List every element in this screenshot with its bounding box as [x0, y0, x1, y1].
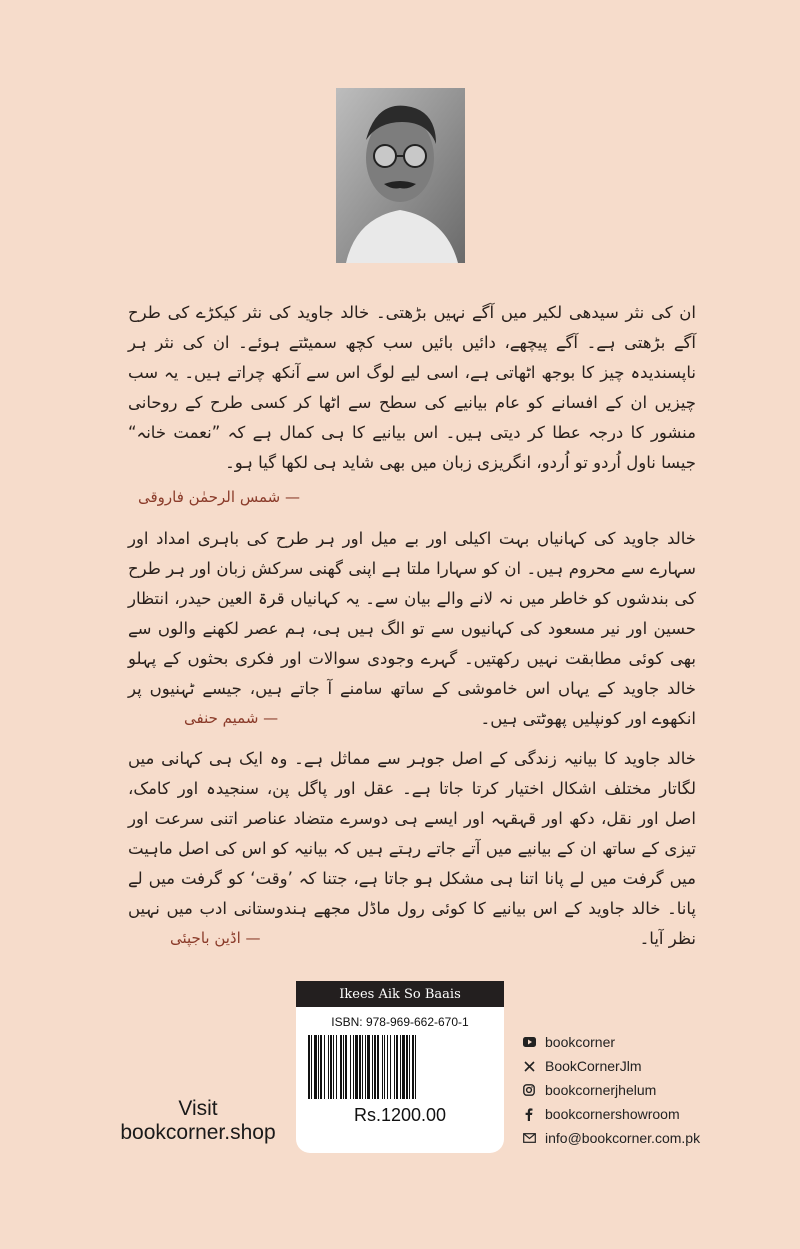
barcode — [308, 1035, 492, 1099]
social-links — [522, 1030, 700, 1150]
social-row-youtube[interactable] — [522, 1030, 700, 1054]
website-callout — [100, 1098, 296, 1146]
visit-label: Visit — [178, 1097, 218, 1120]
attribution-2: — شمیم حنفی — [184, 709, 279, 727]
blurb-paragraph-3: خالد جاوید کا بیانیہ زندگی کے اصل جوہر سے مماثل ہے۔ وہ ایک ہی کہانی میں لگاتار مختلف اشکال اختیار کرتا جاتا ہے۔ عقل اور پاگل پن، سنجیدہ اور کامک، اصل اور نقل، دکھ اور قہقہہ اور ایسے ہی دوسرے متضاد عناصر اتنی سرعت اور تیزی کے ساتھ ان کے بیانیے میں آتے جاتے رہتے ہیں کہ بیانیہ کو اس کی اصل ماہیت میں گرفت میں لے پانا اتنا ہی مشکل ہو جاتا ہے، جتنا کہ ’وقت‘ کو گرفت میں لے پانا۔ خالد جاوید کے اس بیانیے کا کوئی رول ماڈل مجھے ہندوستانی ادب میں نہیں نظر آیا۔ — [128, 749, 696, 948]
social-label: bookcornershowroom — [545, 1106, 680, 1122]
youtube-icon — [522, 1035, 536, 1049]
price: Rs.1200.00 — [353, 1105, 447, 1125]
attribution-3: — اڈین باجپئی — [170, 929, 261, 947]
book-title-transliteration: Ikees Aik So Baais — [296, 981, 504, 1007]
barcode-bar — [416, 1035, 419, 1099]
social-row-instagram[interactable] — [522, 1078, 700, 1102]
author-photo — [336, 88, 465, 263]
social-row-facebook[interactable] — [522, 1102, 700, 1126]
blurb-paragraph-2: خالد جاوید کی کہانیاں بہت اکیلی اور بے میل اور ہر طرح کی باہری امداد اور سہارے سے محروم ہیں۔ ان کو سہارا ملتا ہے اپنی گھنی سرکش زبان اور ہر طرح کی بندشوں کو خاطر میں نہ لانے والے بیان سے۔ یہ کہانیاں قرۃ العین حیدر، انتظار حسین اور نیر مسعود کی کہانیوں سے تو الگ ہیں ہی، ہم عصر لکھنے والوں سے بھی کوئی مطابقت نہیں رکھتیں۔ گہرے وجودی سوالات اور فکری بحثوں کے پہلو خالد جاوید کے یہاں اس خاموشی کے ساتھ سامنے آ جاتے ہیں، جیسے ٹہنیوں پر انکھوے اور کونپلیں پھوٹتی ہیں۔ — [128, 529, 696, 728]
instagram-icon — [522, 1083, 536, 1097]
facebook-icon — [522, 1107, 536, 1121]
social-row-email[interactable] — [522, 1126, 700, 1150]
blurb-paragraph-1: ان کی نثر سیدھی لکیر میں آگے نہیں بڑھتی۔ خالد جاوید کی نثر کیکڑے کی طرح آگے بڑھتی ہے۔ آگے پیچھے، دائیں بائیں سب کچھ سمیٹتے ہوئے۔ ان کی نثر ہر ناپسندیدہ چیز کا بوجھ اٹھاتی ہے، اسی لیے لوگ اس سے آنکھ چراتے ہیں۔ یہ سب چیزیں ان کے افسانے کو عام بیانیے کی سطح سے اٹھا کر کسی طرح کے روحانی منشور کا درجہ عطا کر دیتی ہیں۔ اس بیانیے کا ہی کمال ہے کہ ”نعمت خانہ“ جیسا ناول اُردو تو اُردو، انگریزی زبان میں بھی شاید ہی لکھا گیا ہو۔ — [128, 303, 696, 472]
isbn-number: ISBN: 978-969-662-670-1 — [331, 1015, 469, 1029]
social-label: bookcorner — [545, 1034, 616, 1050]
x-icon — [522, 1059, 536, 1073]
social-label: info@bookcorner.com.pk — [545, 1130, 701, 1146]
barcode-panel — [296, 981, 504, 1153]
social-row-x[interactable] — [522, 1054, 700, 1078]
attribution-1: — شمس الرحمٰن فاروقی — [138, 488, 300, 506]
website-url[interactable]: bookcorner.shop — [120, 1121, 276, 1144]
email-icon — [522, 1131, 536, 1145]
social-label: bookcornerjhelum — [545, 1082, 657, 1098]
social-label: BookCornerJlm — [545, 1058, 642, 1074]
